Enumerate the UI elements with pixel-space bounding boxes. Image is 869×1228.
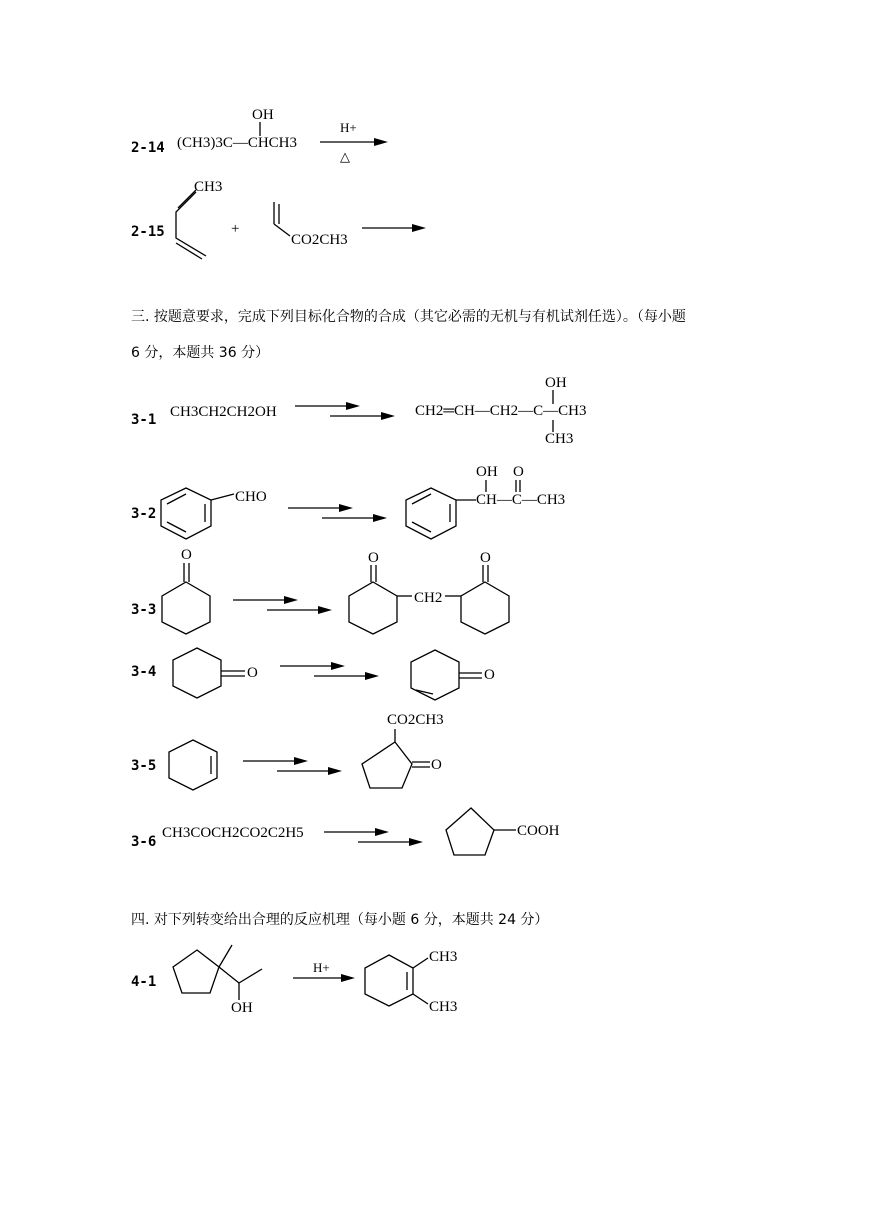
carbonyl-o-3-3: O <box>181 547 192 563</box>
plus-sign-2-15: + <box>231 221 240 237</box>
product-3-1: CH2═CH—CH2—C—CH3 <box>415 403 587 419</box>
problem-label-2-14: 2-14 <box>131 140 165 156</box>
methyl-3-1: CH3 <box>545 431 574 447</box>
problem-label-3-6: 3-6 <box>131 834 157 850</box>
section-4-heading: 四. 对下列转变给出合理的反应机理（每小题 6 分，本题共 24 分） <box>131 912 549 928</box>
start-material-3-1: CH3CH2CH2OH <box>170 404 277 420</box>
section-3-heading-line2: 6 分，本题共 36 分） <box>131 345 270 361</box>
hydroxyl-4-1: OH <box>231 1000 253 1016</box>
carboxyl-3-6: COOH <box>517 823 560 839</box>
carbonyl-o-product-3-4: O <box>484 667 495 683</box>
problem-label-3-4: 3-4 <box>131 664 157 680</box>
section-3-heading-line1: 三. 按题意要求，完成下列目标化合物的合成（其它必需的无机与有机试剂任选）。（每小题 <box>131 309 686 325</box>
methyl-bottom-4-1: CH3 <box>429 999 458 1015</box>
condition-acid-2-14: H+ <box>340 120 357 135</box>
problem-label-3-2: 3-2 <box>131 506 157 522</box>
reactant-2-14: (CH3)3C—CHCH3 <box>177 135 298 151</box>
carbonyl-o-3-4: O <box>247 665 258 681</box>
ester-3-5: CO2CH3 <box>387 712 444 728</box>
carbonyl-o-left-3-3: O <box>368 550 379 566</box>
problem-label-3-3: 3-3 <box>131 602 157 618</box>
problem-label-3-1: 3-1 <box>131 412 157 428</box>
product-chain-3-2: CH—C—CH3 <box>476 492 566 508</box>
hydroxyl-2-14: OH <box>252 107 274 123</box>
hydroxyl-3-1: OH <box>545 375 567 391</box>
problem-label-2-15: 2-15 <box>131 224 165 240</box>
methylene-3-3: CH2 <box>414 590 443 606</box>
start-material-3-6: CH3COCH2CO2C2H5 <box>162 825 304 841</box>
hydroxyl-3-2: OH <box>476 464 498 480</box>
condition-acid-4-1: H+ <box>313 960 330 975</box>
carbonyl-o-3-5: O <box>431 757 442 773</box>
ester-2-15: CO2CH3 <box>291 232 348 248</box>
problem-label-3-5: 3-5 <box>131 758 157 774</box>
aldehyde-3-2: CHO <box>235 489 267 505</box>
problem-label-4-1: 4-1 <box>131 974 157 990</box>
methyl-2-15: CH3 <box>194 179 223 195</box>
methyl-top-4-1: CH3 <box>429 949 458 965</box>
carbonyl-o-3-2: O <box>513 464 524 480</box>
condition-heat-2-14: △ <box>340 149 350 164</box>
carbonyl-o-right-3-3: O <box>480 550 491 566</box>
